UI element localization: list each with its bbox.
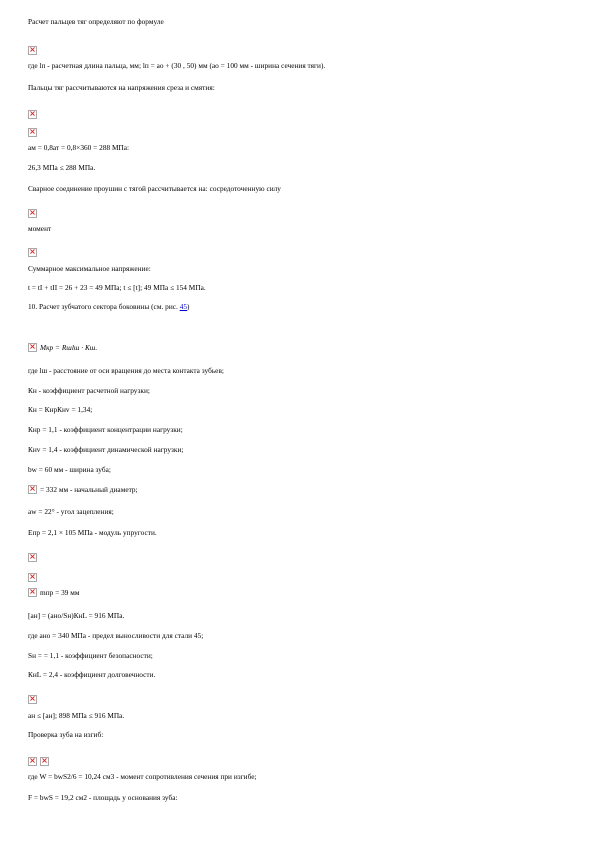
broken-image-icon xyxy=(28,46,37,55)
broken-image-icon xyxy=(28,757,37,766)
broken-image-icon xyxy=(28,695,37,704)
paragraph-safety: Sн = = 1,1 - коэффициент безопасности; xyxy=(28,651,153,660)
paragraph-knr: Кнр = 1,1 - коэффициент концентрации нагрузки; xyxy=(28,425,183,434)
paragraph-diameter xyxy=(28,485,138,494)
paragraph-kn: Кн - коэффициент расчетной нагрузки; xyxy=(28,386,150,395)
broken-image-icon xyxy=(28,485,37,494)
paragraph-modulus: Eпр = 2,1 × 105 МПа - модуль упругости. xyxy=(28,528,157,537)
formula-image-8 xyxy=(28,689,40,699)
broken-image-icon xyxy=(28,588,37,597)
paragraph-area: F = bwS = 19,2 см2 - площадь у основания зуба: xyxy=(28,793,178,802)
paragraph-finger-calc: Расчет пальцев тяг определяют по формуле xyxy=(28,17,164,26)
paragraph-section-10 xyxy=(28,302,189,311)
paragraph-total-stress-value: t = tI + tII = 26 + 23 = 49 МПа; t ≤ [t]; 49 МПа ≤ 154 МПа. xyxy=(28,283,206,292)
paragraph-contact-check: ан ≤ [ан]; 898 МПа ≤ 916 МПа. xyxy=(28,711,125,720)
paragraph-finger-length: где lп - расчетная длина пальца, мм; lп = ао + (30 , 50) мм (ао = 100 мм - ширина сечения тяги). xyxy=(28,61,326,70)
diameter-text: = 332 мм - начальный диаметр; xyxy=(40,485,138,494)
broken-image-icon xyxy=(28,573,37,582)
broken-image-icon xyxy=(28,209,37,218)
formula-image-6 xyxy=(28,547,40,557)
paragraph-lsh: где lш - расстояние от оси вращения до места контакта зубьев; xyxy=(28,366,224,375)
broken-image-icon xyxy=(40,757,49,766)
formula-image-3 xyxy=(28,122,40,132)
broken-image-icon xyxy=(28,110,37,119)
paragraph-endurance: где ано = 340 МПа - предел выносливости для стали 45; xyxy=(28,631,204,640)
formula-image-7 xyxy=(28,567,40,577)
paragraph-bending: Проверка зуба на изгиб: xyxy=(28,730,104,739)
paragraph-angle: aw = 22° - угол зацепления; xyxy=(28,507,114,516)
paragraph-section-modulus: где W = bwS2/6 = 10,24 см3 - момент сопротивления сечения при изгибе; xyxy=(28,772,257,781)
formula-image-4 xyxy=(28,203,40,213)
formula-image-9 xyxy=(28,751,52,761)
broken-image-icon xyxy=(28,553,37,562)
paragraph-crush-stress: ам = 0,8ат = 0,8×360 = 288 МПа: xyxy=(28,143,130,152)
paragraph-shear-crush: Пальцы тяг рассчитываются на напряжения среза и смятия: xyxy=(28,83,215,92)
torque-formula: Мкр = Rшlш · Кш. xyxy=(40,343,98,352)
section-10-close: ) xyxy=(187,302,190,311)
paragraph-moment: момент xyxy=(28,224,52,233)
paragraph-stress-check: 26,3 МПа ≤ 288 МПа. xyxy=(28,163,96,172)
broken-image-icon xyxy=(28,128,37,137)
formula-image-1 xyxy=(28,40,40,50)
paragraph-durability: КнL = 2,4 - коэффициент долговечности. xyxy=(28,670,156,679)
paragraph-kn-value: Кн = КнрКнv = 1,34; xyxy=(28,405,93,414)
paragraph-mpr xyxy=(28,588,80,597)
broken-image-icon xyxy=(28,343,37,352)
mpr-text: mпр = 39 мм xyxy=(40,588,80,597)
paragraph-torque xyxy=(28,343,97,352)
formula-image-2 xyxy=(28,104,40,114)
paragraph-weld: Сварное соединение проушин с тягой рассчитывается на: сосредоточенную силу xyxy=(28,184,281,193)
section-10-text: 10. Расчет зубчатого сектора боковины (см. рис. xyxy=(28,302,180,311)
broken-image-icon xyxy=(28,248,37,257)
paragraph-knv: Кнv = 1,4 - коэффициент динамической нагрузки; xyxy=(28,445,184,454)
paragraph-total-stress: Суммарное максимальное напряжение: xyxy=(28,264,151,273)
formula-image-5 xyxy=(28,242,40,252)
paragraph-bw: bw = 60 мм - ширина зуба; xyxy=(28,465,111,474)
paragraph-allowable: [ан] = (ано/Sн)КнL = 916 МПа. xyxy=(28,611,125,620)
figure-45-link[interactable]: 45 xyxy=(179,302,188,311)
